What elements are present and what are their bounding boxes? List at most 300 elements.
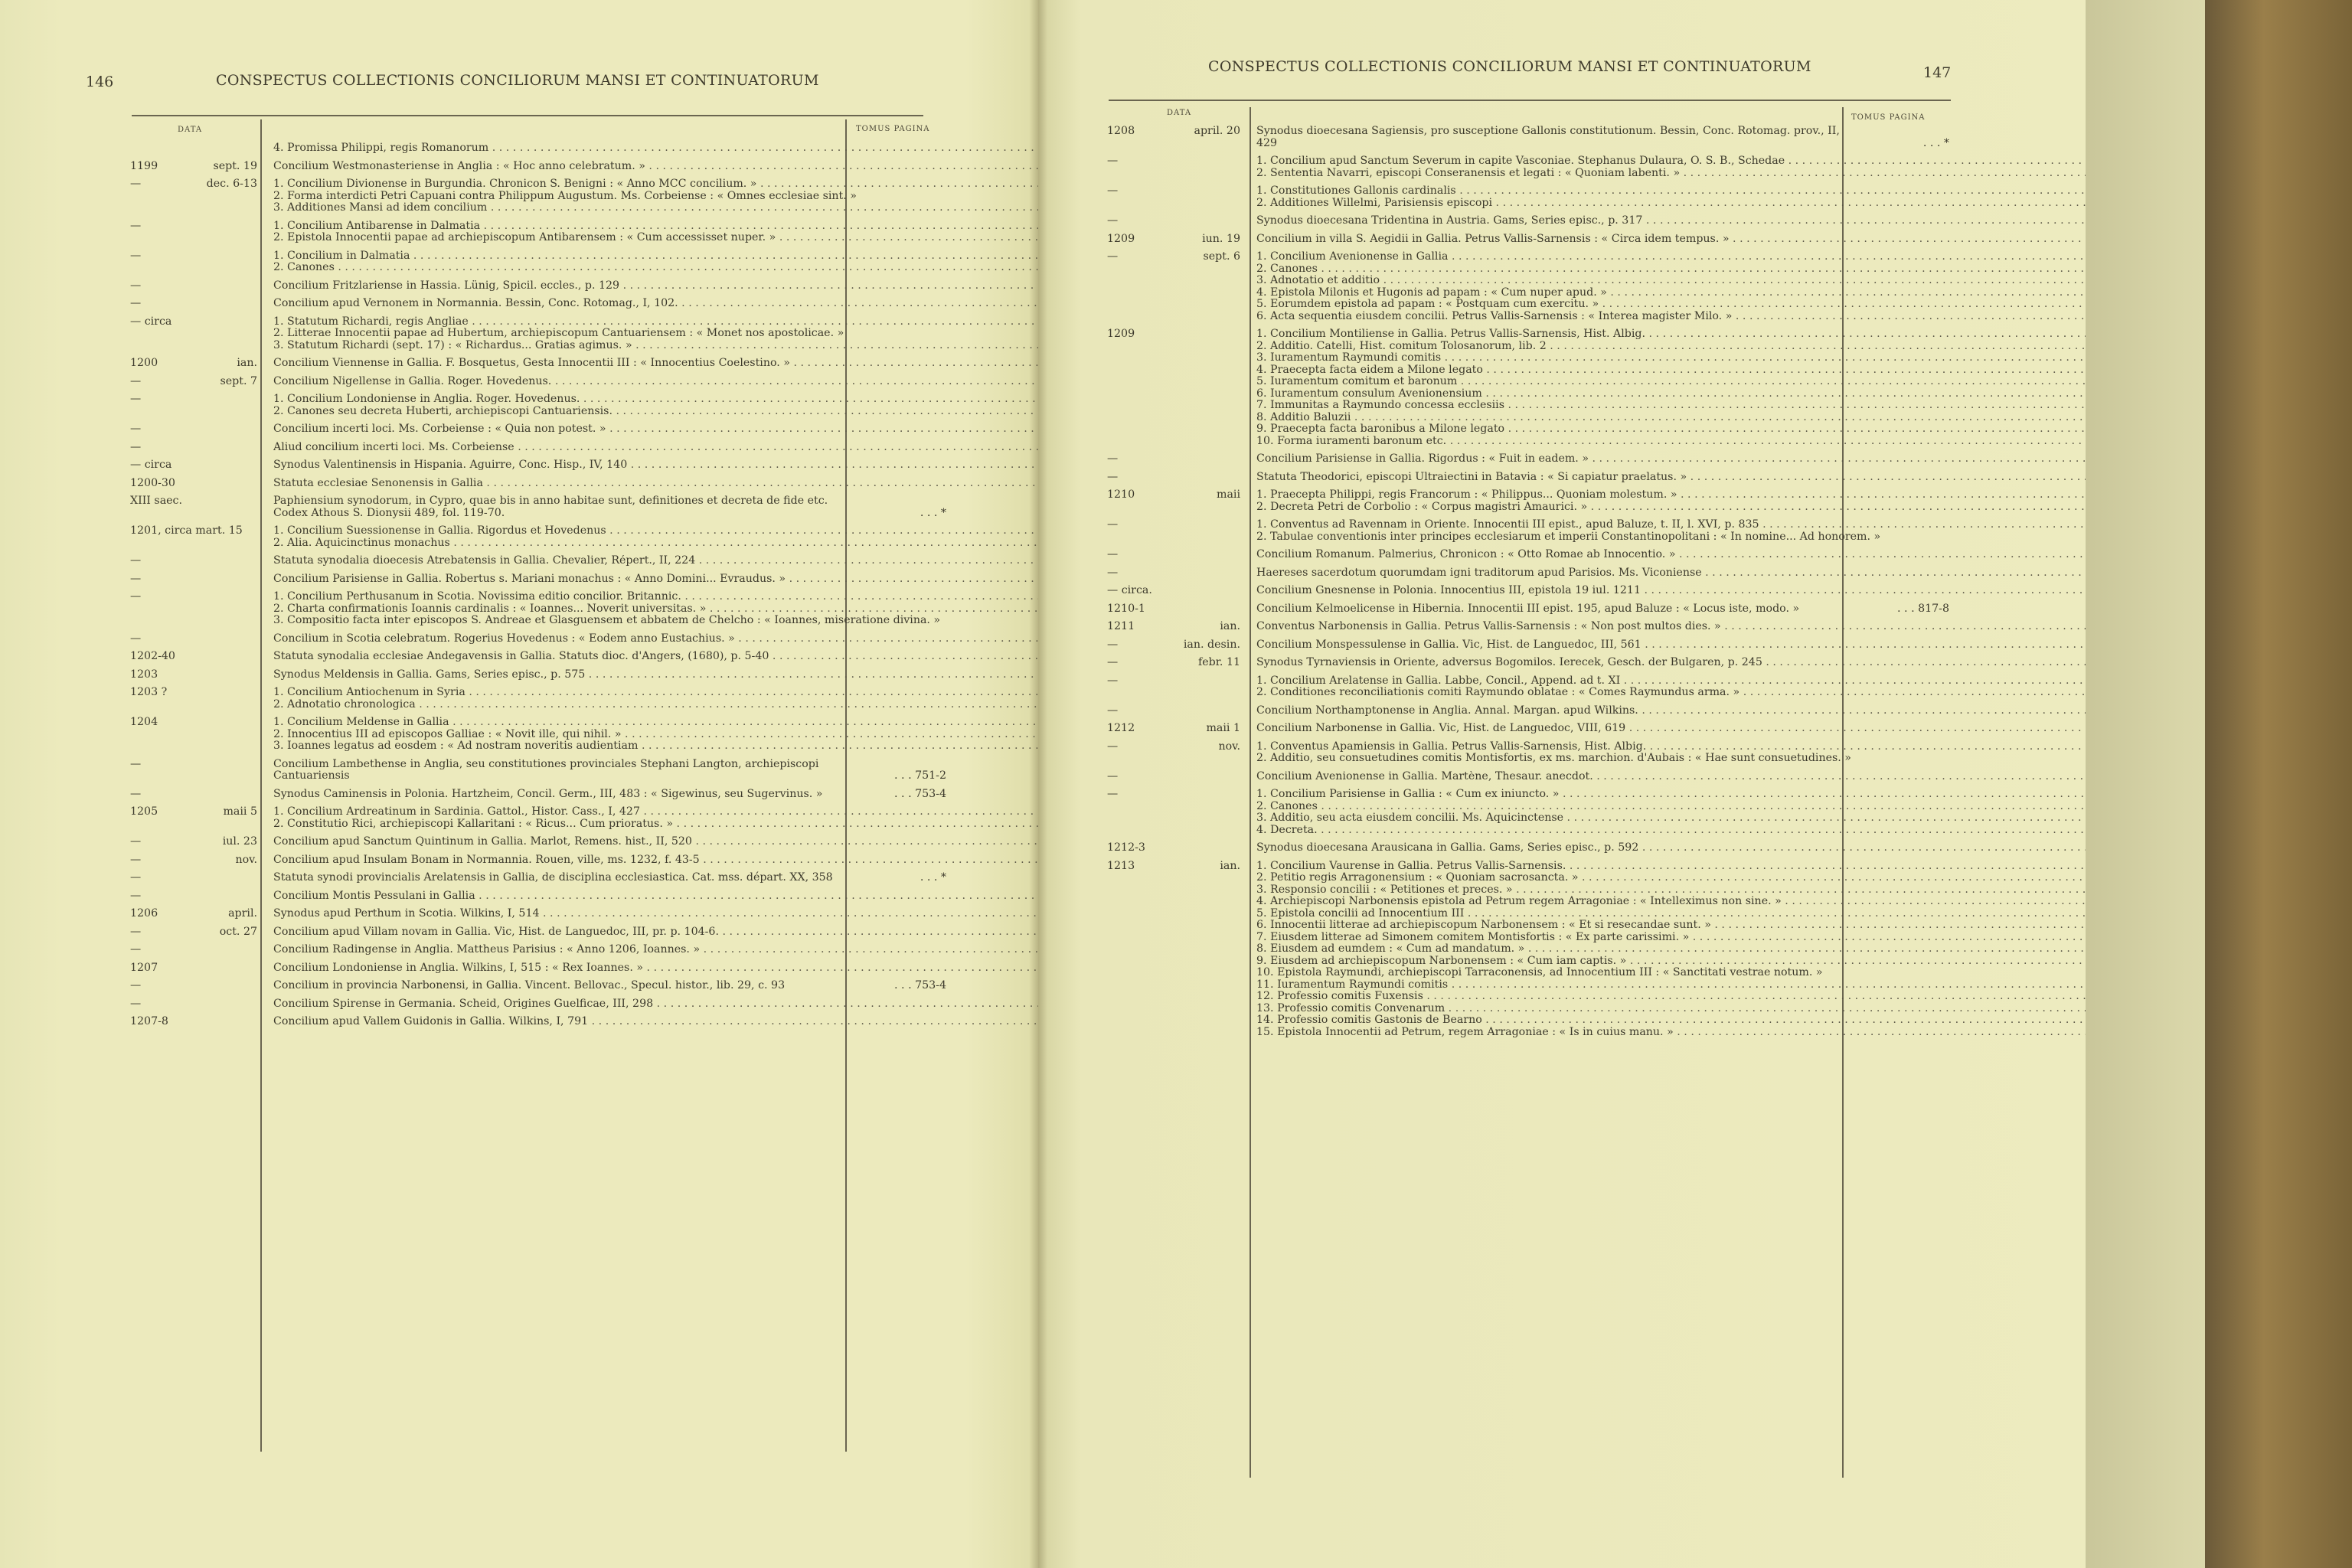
entry-title [273,926,1038,939]
entry-item: 1. Concilium Montiliense in Gallia. Petrus Vallis-Sarnensis, Hist. Albig. . . . [1256,328,2086,341]
entry-item: Synodus dioecesana Tridentina in Austria. Gams, Series episc., p. 317 . . . [1256,215,2086,227]
entry-title [273,376,1038,388]
table-row [130,142,946,155]
entry-item: Concilium apud Villam novam in Gallia. Vic, Hist. de Languedoc, III, pr. p. 104-6. . . . [273,926,1038,939]
entry-year: — [130,219,142,232]
entry-title [273,806,1038,830]
entry-year: 1200-30 [130,476,175,489]
table-row [130,250,946,274]
entry-item: 3. Adnotatio et additio . . . [1256,275,2086,287]
entry-year: 1202-40 [130,650,175,662]
entry-day: ian. [1220,620,1240,632]
entry-year: 1206 [130,907,158,920]
entry-year: — [1107,548,1119,560]
entry-item: 4. Decreta. . . . [1256,825,2086,837]
entry-item: 2. Forma interdicti Petri Capuani contra Philippum Augustum. Ms. Corbeiense : « Omnes ecclesiae sint. » [273,189,857,202]
entry-date [1107,519,1243,531]
entry-item: 2. Additio, seu consuetudines comitis Montisfortis, ex ms. marchion. d'Aubais : « Hae sunt consuetudines. » [1256,752,1851,764]
table-row [1107,453,1949,466]
entry-item: Concilium Narbonense in Gallia. Vic, Hist. de Languedoc, VIII, 619 . . . [1256,723,2086,735]
entry-reference [1850,603,1949,616]
entry-day: sept. 19 [213,159,257,172]
entry-item: 3. Additio, seu acta eiusdem concilii. Ms. Aquicinctense . . . [1256,812,2086,825]
entry-item: 5. Eorumdem epistola ad papam : « Postquam cum exercitu. » . . . [1256,299,2086,311]
entry-year: 1210 [1107,488,1135,501]
entry-reference [847,980,946,992]
entry-title [273,394,1038,417]
entry-date [130,890,260,903]
entry-item: 1. Concilium Suessionense in Gallia. Rigordus et Hovedenus . . . [273,525,1038,537]
entry-title [273,872,842,884]
entry-day: maii [1217,488,1240,501]
entry-title [273,633,1038,645]
entry-date [1107,639,1243,652]
entry-item: Concilium Romanum. Palmerius, Chronicon : « Otto Romae ab Innocentio. » . . . [1256,549,2086,561]
entry-date [1107,842,1243,854]
tome-page-ref: . . . * [1922,136,1949,149]
top-rule [1109,100,1951,101]
entry-day: febr. 11 [1197,656,1240,668]
table-row [130,376,946,388]
entry-date [1107,328,1243,341]
entry-year: — [130,997,142,1010]
entry-item: Concilium in provincia Narbonensi, in Gallia. Vincent. Bellovac., Specul. histor., lib. 29, c. 93 [273,979,786,991]
entry-item: 2. Canones . . . [273,262,1038,274]
entry-item: Conventus Narbonensis in Gallia. Petrus Vallis-Sarnensis : « Non post multos dies. » . . . [1256,621,2086,633]
entry-title [1256,328,2086,447]
entry-item: 1. Conventus Apamiensis in Gallia. Petrus Vallis-Sarnensis, Hist. Albig. . . . [1256,741,2086,753]
entry-date [130,394,260,406]
entry-year: — [1107,470,1119,483]
entry-year: — [1107,638,1119,651]
entry-reference [847,872,946,884]
table-row [1107,567,1949,580]
entry-item: 12. Professio comitis Fuxensis . . . [1256,991,2086,1003]
entry-item: 2. Petitio regis Arragonensium : « Quoniam sacrosancta. » . . . [1256,872,2086,884]
entry-item: Concilium Parisiense in Gallia. Robertus s. Mariani monachus : « Anno Domini... Evraudus. » . . . [273,573,1038,586]
entry-date [130,759,260,771]
entry-year: 1203 [130,668,158,681]
entry-item: 4. Archiepiscopi Narbonensis epistola ad Petrum regem Arragoniae : « Intelleximus non sine. » . . . [1256,896,2086,908]
entry-item: Concilium Northamptonense in Anglia. Annal. Margan. apud Wilkins. . . . [1256,705,2086,717]
entry-item: Concilium Spirense in Germania. Scheid, Origines Guelficae, III, 298 . . . [273,998,1038,1011]
entry-year: — [1107,214,1119,227]
column-header-data: DATA [1167,109,1192,117]
entry-year: 1209 [1107,232,1135,245]
entry-item: 1. Concilium Londoniense in Anglia. Roger. Hovedenus. . . . [273,394,1038,406]
entry-date [1107,215,1243,227]
entry-year: — [130,297,142,309]
entry-title [1256,215,2086,227]
table-row [130,980,946,992]
entry-year: 1201, circa mart. 15 [130,524,243,537]
entry-title [1256,723,2086,735]
table-row [1107,789,1949,836]
entry-date [1107,185,1243,198]
tome-page-ref: . . . 751-2 [894,769,946,782]
table-row [130,944,946,956]
entry-title [273,423,1038,436]
entry-reference [1850,138,1949,150]
entry-item: 6. Iuramentum consulum Avenionensium . . . [1256,388,2086,400]
entry-title [273,962,1038,975]
entry-item: 3. Ioannes legatus ad eosdem : « Ad nostram noveritis audientiam . . . [273,740,1038,753]
entry-title [273,442,1038,454]
entry-day: sept. 7 [220,374,257,387]
entry-date [1107,657,1243,669]
table-row [1107,234,1949,246]
entry-item: 1. Praecepta Philippi, regis Francorum : « Philippus... Quoniam molestum. » . . . [1256,489,2086,501]
entry-title [273,459,1038,472]
entry-title [273,789,842,801]
entry-item: 2. Sententia Navarri, episcopi Conseranensis et legati : « Quoniam labenti. » . . . [1256,168,2086,180]
entry-title [1256,675,2086,699]
entry-title [1256,489,2086,513]
entry-item: Concilium Lambethense in Anglia, seu constitutiones provinciales Stephani Langton, archiepiscopi Cantuariensis [273,757,819,782]
entry-year: — circa [130,315,172,328]
entry-date [1107,251,1243,263]
entry-year: — [130,632,142,645]
entry-item: 8. Additio Baluzii . . . [1256,412,2086,424]
table-row [130,298,946,310]
table-row [1107,185,1949,209]
entry-item: Concilium Monspessulense in Gallia. Vic, Hist. de Languedoc, III, 561 . . . [1256,639,2086,652]
entry-item: 1. Statutum Richardi, regis Angliae . . . [273,316,1038,328]
column-header-data: DATA [178,126,203,134]
table-row [130,358,946,370]
table-row [1107,621,1949,633]
table-row [1107,705,1949,717]
entry-title [1256,861,2086,1039]
entry-title [1256,621,2086,633]
entry-item: 6. Innocentii litterae ad archiepiscopum Narbonensem : « Et si resecandae sunt. » . . . [1256,920,2086,932]
entry-item: 9. Eiusdem ad archiepiscopum Narbonensem : « Cum iam captis. » . . . [1256,956,2086,968]
entry-item: 2. Canones . . . [1256,801,2086,813]
entry-date [130,423,260,436]
entry-day: nov. [1218,740,1240,753]
entry-year: — [130,249,142,262]
entry-date [130,376,260,388]
entry-title [273,555,1038,567]
entry-date [130,316,260,328]
entry-item: Paphiensium synodorum, in Cypro, quae bis in anno habitae sunt, definitiones et decreta de fide etc. Codex Athous S. Dionysii 489, fol. 119-70. [273,495,828,519]
entry-title [273,161,1038,173]
entry-day: nov. [235,853,257,866]
entry-year: — circa [130,459,172,471]
entry-item: 2. Canones . . . [1256,263,2086,276]
entry-year: — [130,853,142,866]
entry-year: — [1107,656,1119,668]
entry-item: 1. Concilium Perthusanum in Scotia. Novissima editio concilior. Britannic. . . . [273,591,1038,603]
entry-item: Synodus dioecesana Sagiensis, pro susceptione Gallonis constitutionum. Bessin, Conc. Rotomag. prov., II, 429 [1256,125,1840,149]
entry-item: 1. Concilium Meldense in Gallia . . . [273,717,1038,729]
entry-item: 10. Epistola Raymundi, archiepiscopi Tarraconensis, ad Innocentium III : « Sanctitati vestrae notum. » [1256,966,1823,978]
entry-title [273,573,1038,586]
table-row [130,908,946,920]
entry-date [130,1016,260,1028]
entry-date [130,980,260,992]
table-row [130,890,946,903]
entry-year: — [130,943,142,956]
table-row [130,478,946,490]
entry-year: 1200 [130,357,158,369]
entry-item: Synodus Tyrnaviensis in Oriente, adversus Bogomilos. Ierecek, Gesch. der Bulgaren, p. 245 . . . [1256,657,2086,669]
entry-item: Statuta ecclesiae Senonensis in Gallia . . . [273,478,1038,490]
entry-item: Synodus Valentinensis in Hispania. Aguirre, Conc. Hisp., IV, 140 . . . [273,459,1038,472]
entry-item: Concilium Fritzlariense in Hassia. Lünig, Spicil. eccles., p. 129 . . . [273,280,1038,292]
entry-date [130,161,260,173]
entry-item: Statuta synodalia dioecesis Atrebatensis in Gallia. Chevalier, Répert., II, 224 . . . [273,555,1038,567]
entry-date [130,525,260,537]
table-row [1107,771,1949,783]
table-row [130,717,946,753]
entry-year: — [130,757,142,770]
table-row [130,1016,946,1028]
entry-item: Concilium incerti loci. Ms. Corbeiense : « Quia non potest. » . . . [273,423,1038,436]
entry-item: 1. Concilium Arelatense in Gallia. Labbe, Concil., Append. ad t. XI . . . [1256,675,2086,688]
entry-year: 1203 ? [130,686,168,698]
entry-date [130,687,260,699]
entry-year: — [130,554,142,567]
entry-item: Concilium Viennense in Gallia. F. Bosquetus, Gesta Innocentii III : « Innocentius Coelestino. » . . . [273,358,1038,370]
entry-date [130,944,260,956]
entry-item: 1. Constitutiones Gallonis cardinalis . . . [1256,185,2086,198]
entry-date [130,926,260,939]
entry-reference [847,789,946,801]
entry-item: Concilium Radingense in Anglia. Mattheus Parisius : « Anno 1206, Ioannes. » . . . [273,944,1038,956]
entry-item: 5. Epistola concilii ad Innocentium III . . . [1256,908,2086,920]
entry-year: 1209 [1107,328,1135,340]
entry-year: — [130,871,142,884]
entry-title [1256,472,2086,484]
table-row [130,962,946,975]
table-row [130,872,946,884]
entry-year: — [1107,452,1119,465]
entry-title [273,478,1038,490]
entry-year: — [130,590,142,603]
table-row [130,280,946,292]
entry-year: — [1107,674,1119,687]
entry-title [1256,771,2086,783]
entry-item: 6. Acta sequentia eiusdem concilii. Petrus Vallis-Sarnensis : « Interea magister Milo. » . . . [1256,311,2086,323]
entry-date [1107,771,1243,783]
table-row [130,633,946,645]
entry-year: 1212-3 [1107,841,1145,854]
entry-year: 1213 [1107,859,1135,872]
entry-year: — [130,835,142,848]
table-row [1107,639,1949,652]
table-row [1107,861,1949,1039]
entry-item: Aliud concilium incerti loci. Ms. Corbeiense . . . [273,442,1038,454]
entry-item: 3. Iuramentum Raymundi comitis . . . [1256,352,2086,364]
entry-item: 2. Tabulae conventionis inter principes ecclesiarum et imperii Constantinopolitani : « In nomine... Ad honorem. » [1256,530,1881,543]
entry-title [273,890,1038,903]
table-row [130,178,946,214]
running-header: CONSPECTUS COLLECTIONIS CONCILIORUM MANSI ET CONTINUATORUM [1208,58,1811,75]
entry-title [273,717,1038,753]
entry-reference [847,508,946,520]
entry-title [1256,519,2086,543]
entry-item: Synodus Meldensis in Gallia. Gams, Series episc., p. 575 . . . [273,669,1038,681]
entry-date [130,669,260,681]
table-row [130,161,946,173]
entry-date [130,806,260,818]
entry-day: ian. desin. [1183,638,1240,651]
entry-title [273,591,1038,627]
entry-title [1256,603,1845,616]
entry-item: Concilium Londoniense in Anglia. Wilkins, I, 515 : « Rex Ioannes. » . . . [273,962,1038,975]
entry-date [1107,603,1243,616]
page-number: 146 [86,74,114,90]
entry-title [1256,789,2086,836]
entry-date [130,250,260,263]
entry-date [1107,621,1243,633]
entry-day: dec. 6-13 [206,178,257,190]
entry-title [1256,185,2086,209]
table-row [1107,723,1949,735]
entry-title [273,908,1038,920]
entry-date [1107,549,1243,561]
entry-year: — [130,423,142,435]
entry-date [130,478,260,490]
entry-day: maii 1 [1206,722,1240,734]
entry-year: — [130,787,142,800]
entry-item: Concilium Nigellense in Gallia. Roger. Hovedenus. . . . [273,376,1038,388]
table-row [130,759,946,782]
entry-title [273,280,1038,292]
entry-date [130,908,260,920]
column-header-tomus: TOMUS PAGINA [1851,113,1926,122]
table-row [1107,328,1949,447]
entry-date [130,573,260,586]
entry-day: sept. 6 [1203,250,1240,263]
table-row [130,806,946,830]
entry-item: 4. Epistola Milonis et Hugonis ad papam : « Cum nuper apud. » . . . [1256,287,2086,299]
table-row [1107,126,1949,149]
entry-title [273,944,1038,956]
entry-title [1256,155,2086,179]
entry-date [130,178,260,191]
entry-day: iul. 23 [222,835,257,848]
table-row [1107,549,1949,561]
entry-year: — [1107,704,1119,717]
entry-title [1256,639,2086,652]
entry-item: 3. Additiones Mansi ad idem concilium . . . [273,202,1038,214]
entry-item: Statuta synodi provincialis Arelatensis in Gallia, de disciplina ecclesiastica. Cat. mss. départ. XX, 358 [273,871,833,884]
entry-date [130,555,260,567]
entry-title [273,1016,1038,1028]
entry-year: 1205 [130,805,158,818]
tome-page-ref: . . . 753-4 [894,787,946,800]
table-row [130,591,946,627]
table-row [130,442,946,454]
entry-item: Concilium apud Insulam Bonam in Normannia. Rouen, ville, ms. 1232, f. 43-5 . . . [273,854,1038,867]
entry-title [1256,842,2086,854]
entry-item: 1. Concilium Parisiense in Gallia : « Cum ex iniuncto. » . . . [1256,789,2086,801]
entry-year: 1199 [130,159,158,172]
entry-title [1256,741,2086,765]
tome-page-ref: . . . 753-4 [894,979,946,991]
table-row [1107,519,1949,543]
entry-title [273,854,1038,867]
entry-date [130,358,260,370]
entry-day: april. [228,907,257,920]
entry-year: XIII saec. [130,495,183,507]
entry-item: Concilium Montis Pessulani in Gallia . . . [273,890,1038,903]
table-row [130,836,946,848]
table-row [130,316,946,352]
table-row [1107,603,1949,616]
entry-date [1107,675,1243,688]
entry-item: 7. Immunitas a Raymundo concessa ecclesiis . . . [1256,400,2086,412]
entry-title [273,669,1038,681]
entry-item: 2. Additiones Willelmi, Parisiensis episcopi . . . [1256,198,2086,210]
entry-day: maii 5 [223,805,257,818]
entry-day: oct. 27 [219,925,257,938]
entry-title [1256,585,2086,597]
entry-date [130,717,260,729]
table-row [1107,842,1949,854]
entry-year: 1210-1 [1107,602,1145,615]
column-header-tomus: TOMUS PAGINA [856,125,930,133]
entry-item: 5. Iuramentum comitum et baronum . . . [1256,376,2086,388]
entry-title [273,495,842,519]
entry-title [273,525,1038,549]
entry-item: 2. Charta confirmationis Ioannis cardinalis : « Ioannes... Noverit universitas. » . . . [273,603,1038,616]
table-row [1107,675,1949,699]
page-number: 147 [1923,64,1952,81]
entry-item: 2. Decreta Petri de Corbolio : « Corpus magistri Amaurici. » . . . [1256,501,2086,514]
right-page [1038,0,2086,1568]
entry-year: — [130,393,142,405]
entry-item: 1. Concilium Divionense in Burgundia. Chronicon S. Benigni : « Anno MCC concilium. » . . . [273,178,1038,191]
entry-item: 1. Concilium in Dalmatia . . . [273,250,1038,263]
entry-item: Statuta synodalia ecclesiae Andegavensis in Gallia. Statuts dioc. d'Angers, (1680), p. 5-40 . . . [273,651,1038,663]
entry-title [1256,657,2086,669]
entry-item: 1. Concilium apud Sanctum Severum in capite Vasconiae. Stephanus Dulaura, O. S. B., Schedae . . . [1256,155,2086,168]
entry-year: 1212 [1107,722,1135,734]
entry-day: iun. 19 [1202,232,1240,245]
entry-day: april. 20 [1194,125,1240,137]
entry-year: — [1107,250,1119,263]
entry-item: 13. Professio comitis Convenarum . . . [1256,1003,2086,1015]
entry-item: Concilium Parisiense in Gallia. Rigordus : « Fuit in eadem. » . . . [1256,453,2086,466]
entry-item: Synodus Caminensis in Polonia. Hartzheim, Concil. Germ., III, 483 : « Sigewinus, seu Sugervinus. » [273,787,823,800]
entry-year: — [1107,185,1119,197]
entry-item: Synodus apud Perthum in Scotia. Wilkins, I, 514 . . . [273,908,1038,920]
table-row [130,669,946,681]
table-row [1107,741,1949,765]
table-row [1107,155,1949,179]
entry-item: 11. Iuramentum Raymundi comitis . . . [1256,979,2086,991]
entry-item: 1. Concilium Ardreatinum in Sardinia. Gattol., Histor. Cass., I, 427 . . . [273,806,1038,818]
table-row [130,555,946,567]
entry-date [130,789,260,801]
entry-item: Concilium in villa S. Aegidii in Gallia. Petrus Vallis-Sarnensis : « Circa idem tempus. » . . . [1256,234,2086,246]
entry-item: 1. Concilium Vaurense in Gallia. Petrus Vallis-Sarnensis. . . . [1256,861,2086,873]
entry-date [1107,741,1243,753]
entry-item: 3. Compositio facta inter episcopos S. Andreae et Glasguensem et abbatem de Chelcho : « Ioannes, miseratione divina. » [273,614,941,626]
entry-item: Concilium Kelmoelicense in Hibernia. Innocentii III epist. 195, apud Baluze : « Locus iste, modo. » [1256,602,1800,615]
entry-title [273,142,1038,155]
entry-year: 1204 [130,716,158,728]
entry-year: — [130,925,142,938]
entry-date [130,442,260,454]
entry-title [1256,126,1845,149]
entry-item: 3. Responsio concilii : « Petitiones et preces. » . . . [1256,884,2086,897]
entry-date [130,854,260,867]
table-row [130,651,946,663]
